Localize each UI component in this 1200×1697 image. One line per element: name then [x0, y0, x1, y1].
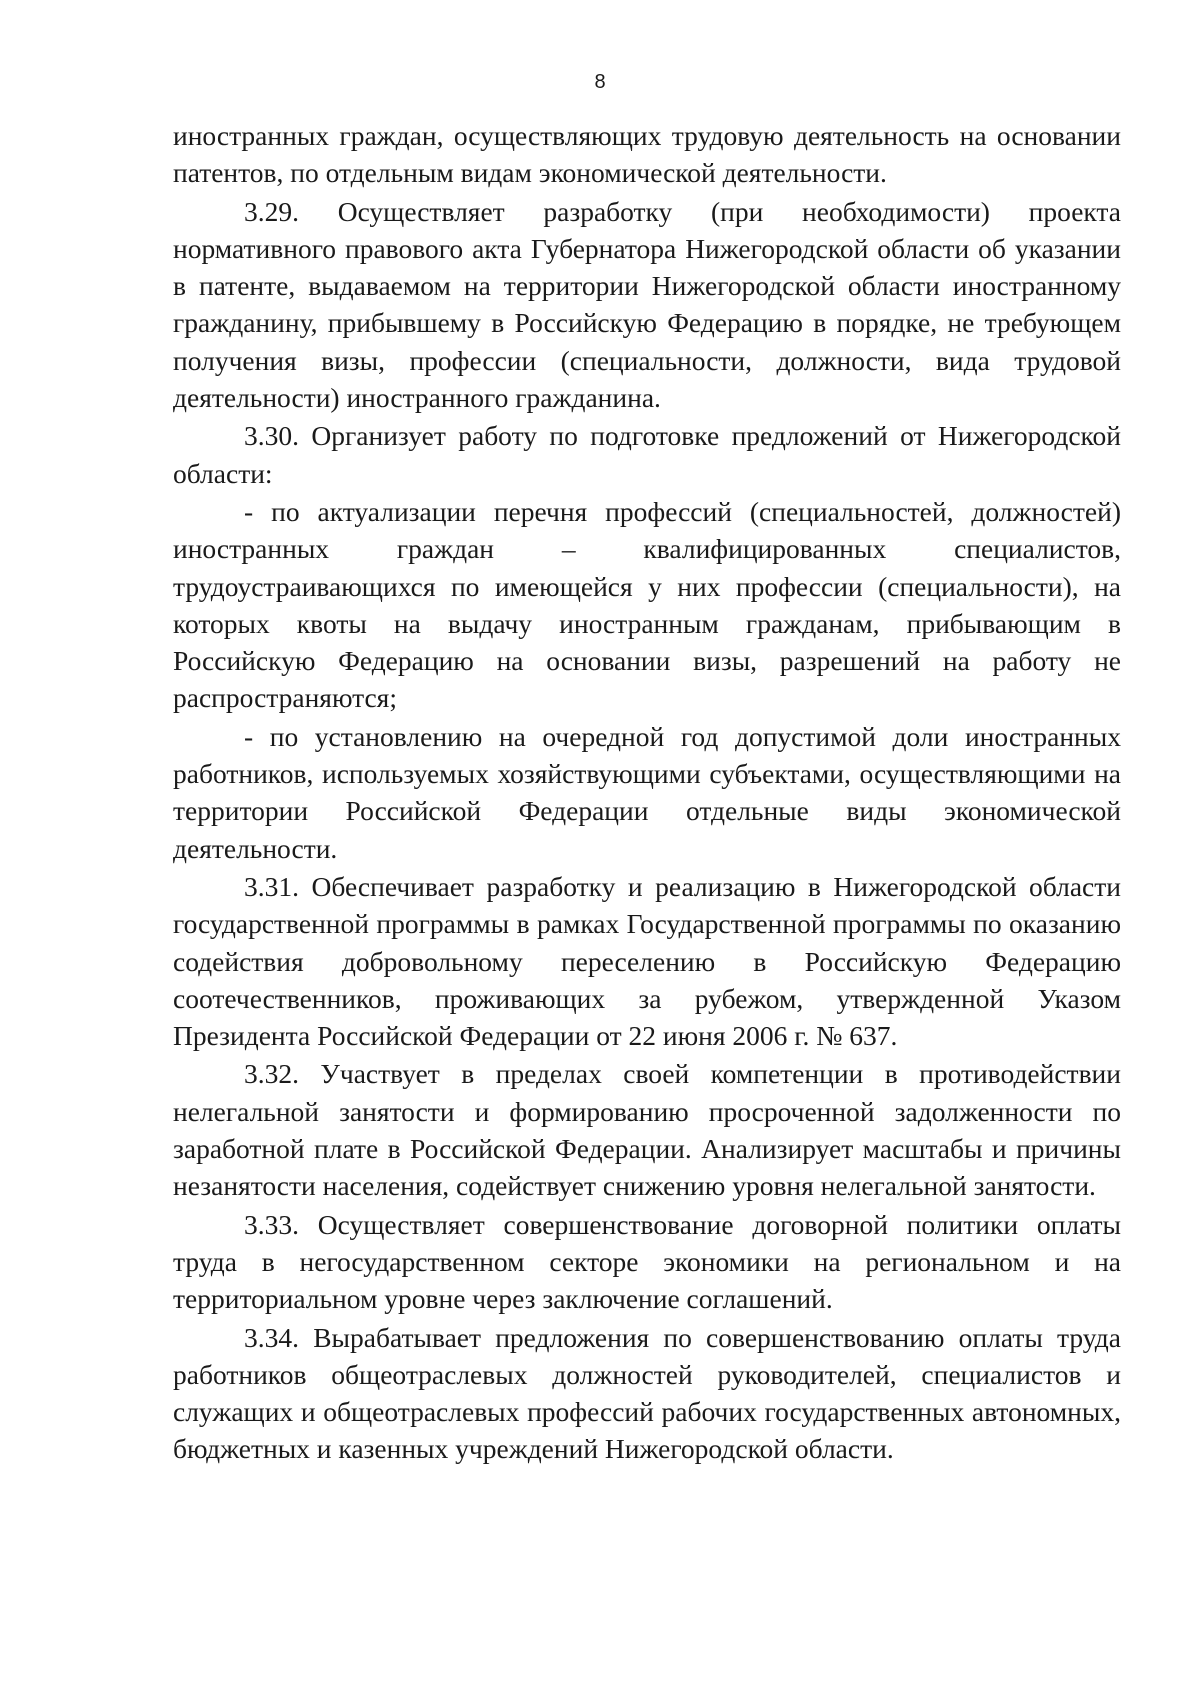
paragraph-continuation: иностранных граждан, осуществляющих трудовую деятельность на основании патентов, по отдельным видам экономической деятельности.	[173, 120, 1121, 189]
paragraph-3-30: 3.30. Организует работу по подготовке предложений от Нижегородской области:	[173, 420, 1121, 489]
document-body	[173, 117, 1121, 1468]
page-number: 8	[594, 71, 606, 93]
list-item-foreign-workers-share: - по установлению на очередной год допустимой доли иностранных работников, используемых хозяйствующими субъектами, осуществляющими на территории Российской Федерации отдельные виды экономической деятельности.	[173, 720, 1121, 864]
paragraph-3-29: 3.29. Осуществляет разработку (при необходимости) проекта нормативного правового акта Губернатора Нижегородской области об указании в патенте, выдаваемом на территории Нижегородской области иностранному гражданину, прибывшему в Российскую Федерацию в порядке, не требующем получения визы, профессии (специальности, должности, вида трудовой деятельности) иностранного гражданина.	[173, 195, 1121, 414]
list-item-professions: - по актуализации перечня профессий (специальностей, должностей) иностранных граждан – квалифицированных специалистов, трудоустраивающихся по имеющейся у них профессии (специальности), на которых квоты на выдачу иностранным гражданам, прибывающим в Российскую Федерацию на основании визы, разрешений на работу не распространяются;	[173, 495, 1121, 714]
paragraph-3-31: 3.31. Обеспечивает разработку и реализацию в Нижегородской области государственной программы в рамках Государственной программы по оказанию содействия добровольному переселению в Российскую Федерацию соотечественников, проживающих за рубежом, утвержденной Указом Президента Российской Федерации от 22 июня 2006 г. № 637.	[173, 870, 1121, 1052]
paragraph-3-34: 3.34. Вырабатывает предложения по совершенствованию оплаты труда работников общеотраслевых должностей руководителей, специалистов и служащих и общеотраслевых профессий рабочих государственных автономных, бюджетных и казенных учреждений Нижегородской области.	[173, 1321, 1121, 1465]
paragraph-3-33: 3.33. Осуществляет совершенствование договорной политики оплаты труда в негосударственном секторе экономики на региональном и на территориальном уровне через заключение соглашений.	[173, 1208, 1121, 1315]
paragraph-3-32: 3.32. Участвует в пределах своей компетенции в противодействии нелегальной занятости и формированию просроченной задолженности по заработной плате в Российской Федерации. Анализирует масштабы и причины незанятости населения, содействует снижению уровня нелегальной занятости.	[173, 1058, 1121, 1202]
